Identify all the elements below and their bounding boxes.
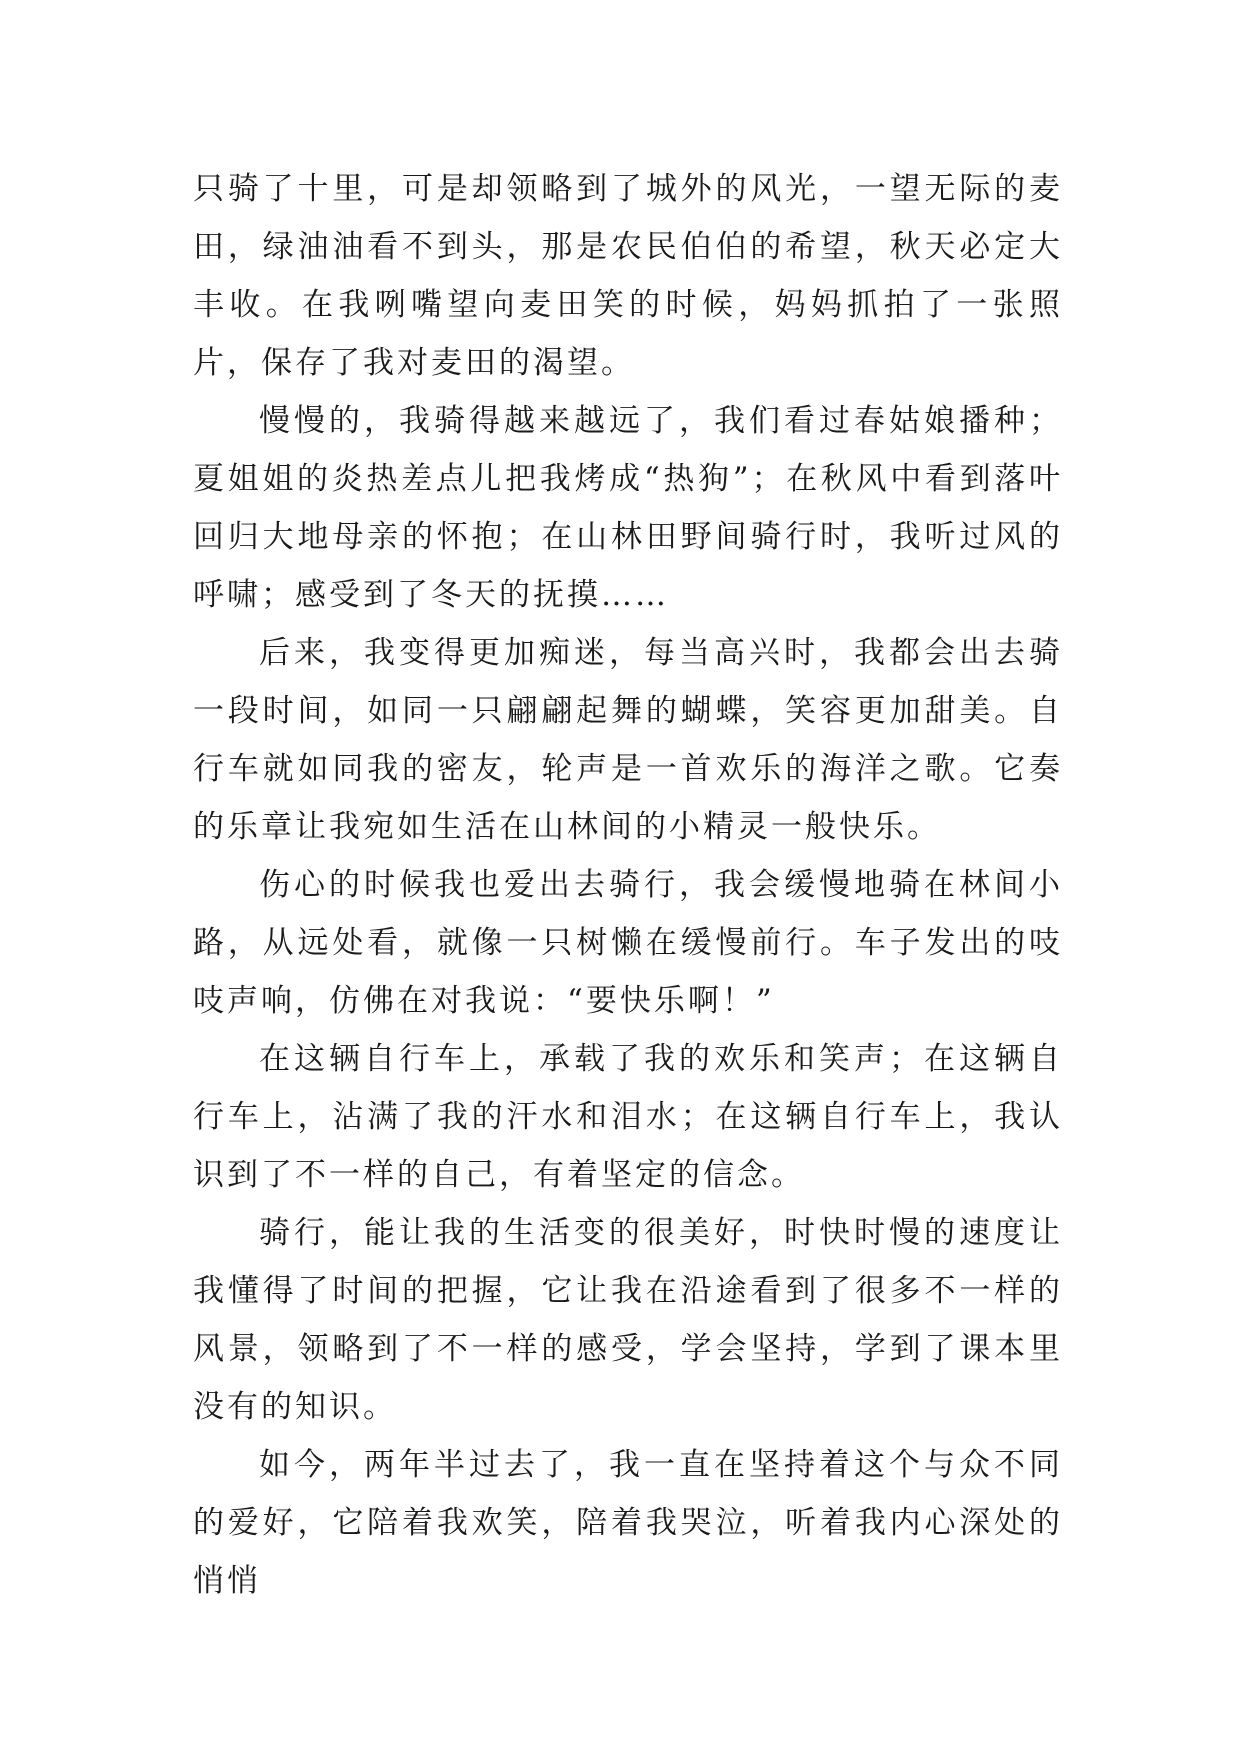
- paragraph-4: 伤心的时候我也爱出去骑行，我会缓慢地骑在林间小路，从远处看，就像一只树懒在缓慢前行。车子发出的吱吱声响，仿佛在对我说：“要快乐啊！”: [193, 867, 1063, 1019]
- paragraph-5: 在这辆自行车上，承载了我的欢乐和笑声；在这辆自行车上，沾满了我的汗水和泪水；在这辆自行车上，我认识到了不一样的自己，有着坚定的信念。: [193, 1041, 1063, 1193]
- paragraph-3: 后来，我变得更加痴迷，每当高兴时，我都会出去骑一段时间，如同一只翩翩起舞的蝴蝶，笑容更加甜美。自行车就如同我的密友，轮声是一首欢乐的海洋之歌。它奏的乐章让我宛如生活在山林间的小精灵一般快乐。: [193, 635, 1063, 845]
- paragraph-2: 慢慢的，我骑得越来越远了，我们看过春姑娘播种；夏姐姐的炎热差点儿把我烤成“热狗”；在秋风中看到落叶回归大地母亲的怀抱；在山林田野间骑行时，我听过风的呼啸；感受到了冬天的抚摸……: [193, 403, 1063, 613]
- document-body: [193, 160, 1063, 1610]
- paragraph-6: 骑行，能让我的生活变的很美好，时快时慢的速度让我懂得了时间的把握，它让我在沿途看到了很多不一样的风景，领略到了不一样的感受，学会坚持，学到了课本里没有的知识。: [193, 1215, 1063, 1425]
- paragraph-7: 如今，两年半过去了，我一直在坚持着这个与众不同的爱好，它陪着我欢笑，陪着我哭泣，听着我内心深处的悄悄: [193, 1447, 1063, 1599]
- paragraph-1: 只骑了十里，可是却领略到了城外的风光，一望无际的麦田，绿油油看不到头，那是农民伯伯的希望，秋天必定大丰收。在我咧嘴望向麦田笑的时候，妈妈抓拍了一张照片，保存了我对麦田的渴望。: [193, 171, 1063, 381]
